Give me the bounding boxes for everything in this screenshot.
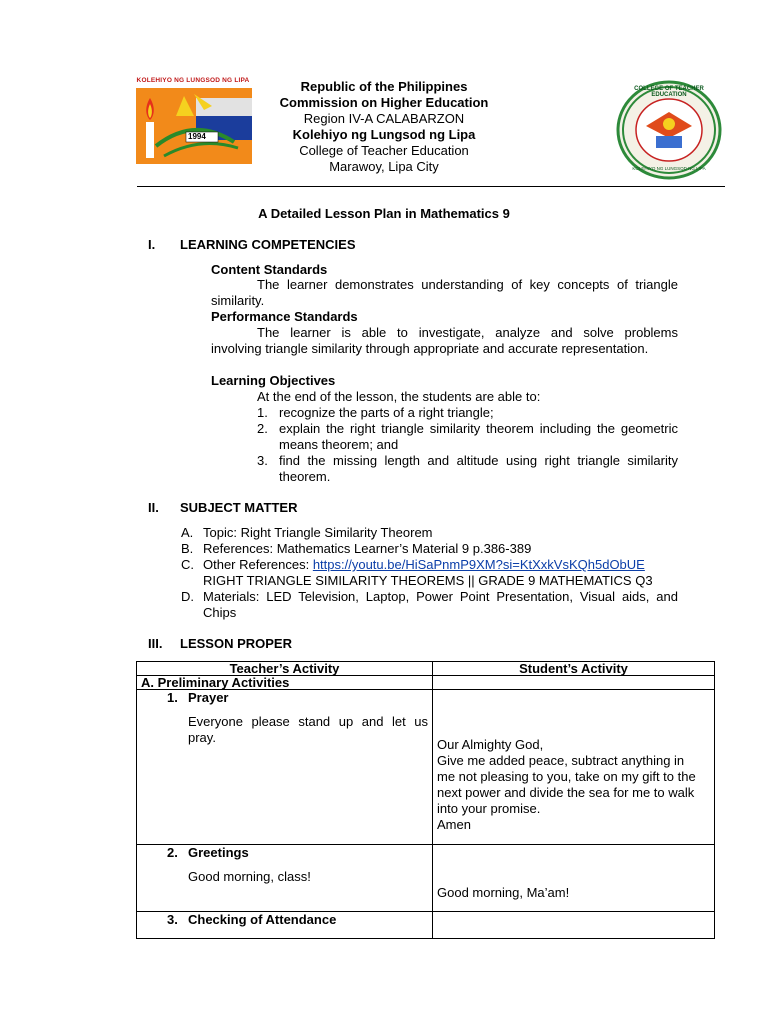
table-row (137, 690, 715, 845)
objective-text: recognize the parts of a right triangle; (279, 405, 494, 420)
objective-text: find the missing length and altitude using right triangle similarity (279, 453, 678, 468)
header-college: College of Teacher Education (299, 143, 469, 158)
greetings-student-text: Good morning, Ma’am! (437, 885, 570, 900)
objective-number: 1. (257, 405, 268, 420)
references-item: References: Mathematics Learner’s Material 9 p.386-389 (203, 541, 532, 556)
header-region: Region IV-A CALABARZON (303, 111, 465, 126)
cte-seal (616, 80, 722, 180)
attendance-student-cell (433, 912, 715, 939)
performance-standards-line-1: The learner is able to investigate, analyze and solve problems (257, 325, 678, 340)
greetings-number: 2. (167, 845, 178, 860)
objective-text-cont: theorem. (279, 469, 331, 484)
empty-cell (433, 676, 715, 690)
greetings-student-cell (433, 845, 715, 912)
objective-text-cont: means theorem; and (279, 437, 399, 452)
prayer-teacher-line-2: pray. (188, 730, 216, 745)
student-activity-header: Student’s Activity (433, 662, 715, 676)
content-standards-line-1: The learner demonstrates understanding of key concepts of triangle (257, 277, 678, 292)
item-letter: B. (181, 541, 194, 556)
greetings-teacher-cell (137, 845, 433, 912)
other-references-item (203, 557, 645, 573)
table-row (137, 676, 715, 690)
table-header-row (137, 662, 715, 676)
header-school: Kolehiyo ng Lungsod ng Lipa (292, 127, 476, 142)
header-divider (137, 186, 725, 187)
section-3-number: III. (148, 636, 163, 651)
teacher-activity-header: Teacher’s Activity (137, 662, 433, 676)
header-republic: Republic of the Philippines (300, 79, 468, 94)
prayer-title: Prayer (188, 690, 229, 705)
item-letter: C. (181, 557, 194, 572)
table-row (137, 912, 715, 939)
prayer-teacher-cell (137, 690, 433, 845)
prayer-teacher-line-1: Everyone please stand up and let us (188, 714, 428, 729)
youtube-link[interactable]: https://youtu.be/HiSaPnmP9XM?si=KtXxkVsKQh5dObUE (312, 557, 645, 572)
learning-objectives-heading: Learning Objectives (211, 373, 336, 388)
attendance-number: 3. (167, 912, 178, 927)
performance-standards-line-2: involving triangle similarity through appropriate and accurate representation. (211, 341, 649, 356)
greetings-teacher-text: Good morning, class! (188, 869, 311, 884)
section-1-number: I. (148, 237, 156, 252)
objective-text: explain the right triangle similarity theorem including the geometric (279, 421, 678, 436)
content-standards-heading: Content Standards (211, 262, 328, 277)
prayer-student-line: into your promise. (437, 801, 541, 816)
header-ched: Commission on Higher Education (279, 95, 489, 110)
section-3-title: LESSON PROPER (180, 636, 292, 651)
prayer-student-line: me not pleasing to you, take on my gift to the (437, 769, 696, 784)
objective-number: 3. (257, 453, 268, 468)
section-2-number: II. (148, 500, 159, 515)
item-letter: D. (181, 589, 194, 604)
prayer-student-line: next power and divide the sea for me to walk (437, 785, 695, 800)
table-row (137, 845, 715, 912)
topic-item: Topic: Right Triangle Similarity Theorem (203, 525, 433, 540)
prayer-student-cell (433, 690, 715, 845)
seal-bottom-text: KOLEHIYO NG LUNGSOD NG LIPA (632, 166, 706, 171)
section-1-title: LEARNING COMPETENCIES (180, 237, 356, 252)
document-title: A Detailed Lesson Plan in Mathematics 9 (258, 206, 510, 221)
preliminary-activities-label: A. Preliminary Activities (137, 676, 433, 690)
prayer-number: 1. (167, 690, 178, 705)
materials-item-cont: Chips (203, 605, 237, 620)
content-standards-line-2: similarity. (211, 293, 265, 308)
lesson-table (136, 661, 715, 939)
prayer-student-line: Give me added peace, subtract anything in (437, 753, 685, 768)
video-title: RIGHT TRIANGLE SIMILARITY THEOREMS || GRADE 9 MATHEMATICS Q3 (203, 573, 653, 588)
prayer-student-line: Our Almighty God, (437, 737, 544, 752)
prayer-student-line: Amen (437, 817, 471, 832)
greetings-title: Greetings (188, 845, 249, 860)
performance-standards-heading: Performance Standards (211, 309, 358, 324)
attendance-teacher-cell (137, 912, 433, 939)
seal-ring-text: COLLEGE OF TEACHER EDUCATION (634, 86, 704, 98)
logo-arc-text: KOLEHIYO NG LUNGSOD NG LIPA (136, 77, 250, 84)
section-2-title: SUBJECT MATTER (180, 500, 298, 515)
attendance-title: Checking of Attendance (188, 912, 337, 927)
learning-objectives-intro: At the end of the lesson, the students are able to: (257, 389, 541, 404)
other-references-label: Other References: (203, 557, 313, 572)
logo-year: 1994 (188, 132, 206, 141)
header-address: Marawoy, Lipa City (329, 159, 439, 174)
item-letter: A. (181, 525, 194, 540)
objective-number: 2. (257, 421, 268, 436)
materials-item: Materials: LED Television, Laptop, Power Point Presentation, Visual aids, and (203, 589, 678, 604)
